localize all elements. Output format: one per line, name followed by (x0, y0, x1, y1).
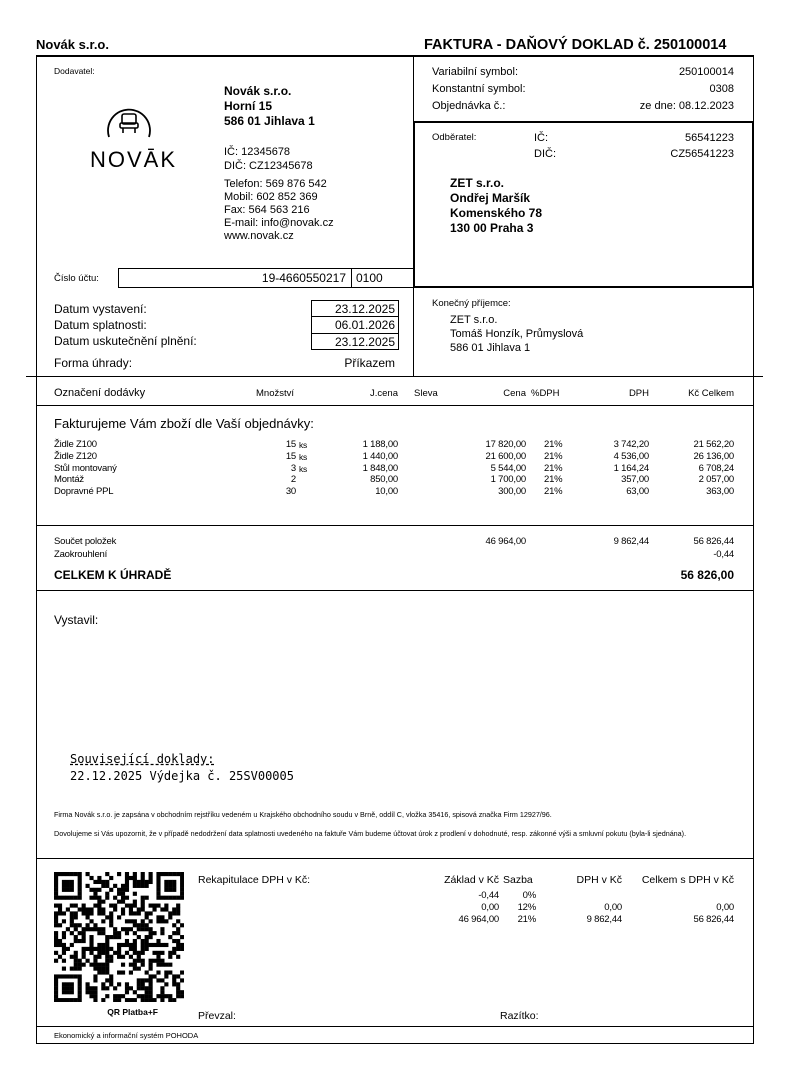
final-recipient-line1: ZET s.r.o. (450, 314, 498, 326)
vat-row-base: 46 964,00 (458, 914, 499, 925)
section-rule (26, 376, 763, 377)
item-vat: 3 742,20 (613, 439, 649, 450)
account-number: 19-4660550217 (261, 271, 346, 285)
footer-rule (36, 1026, 754, 1027)
company-title: Novák s.r.o. (36, 37, 109, 52)
customer-ico-label: IČ: (534, 132, 549, 144)
vat-recap-vat-header: DPH v Kč (576, 874, 622, 886)
sum-vat: 9 862,44 (613, 536, 649, 547)
supplier-web: www.novak.cz (224, 230, 294, 242)
item-unit-price: 1 188,00 (362, 439, 398, 450)
due-date-label: Datum splatnosti: (54, 318, 147, 332)
qr-code (54, 872, 184, 1002)
qr-label: QR Platba+F (107, 1007, 158, 1017)
footer-text: Ekonomický a informační systém POHODA (54, 1031, 199, 1040)
col-discount-header: Sleva (414, 388, 438, 399)
item-vat-pct: 21% (544, 450, 563, 462)
final-recipient-line3: 586 01 Jihlava 1 (450, 342, 531, 354)
item-total: 26 136,00 (693, 450, 734, 462)
item-vat: 63,00 (626, 486, 649, 498)
summary-rule (36, 590, 754, 591)
final-recipient-label: Konečný příjemce: (432, 298, 511, 309)
col-total-header: Kč Celkem (688, 388, 734, 399)
item-price: 21 600,00 (485, 450, 526, 462)
vat-row-total: 56 826,44 (693, 914, 734, 925)
order-date: ze dne: 08.12.2023 (639, 100, 734, 112)
due-date-value: 06.01.2026 (334, 318, 395, 332)
item-name: Montáž (54, 474, 84, 486)
supplier-fax: Fax: 564 563 216 (224, 204, 310, 216)
order-label: Objednávka č.: (432, 100, 506, 112)
related-docs-title: Související doklady: (70, 752, 215, 766)
sum-total: 56 826,44 (693, 536, 734, 547)
intro-text: Fakturujeme Vám zboží dle Vaší objednávky: (54, 416, 314, 431)
vat-recap-title: Rekapitulace DPH v Kč: (198, 874, 311, 886)
issue-date-label: Datum vystavení: (54, 302, 147, 316)
item-vat: 357,00 (621, 474, 649, 486)
sum-label: Součet položek (54, 536, 117, 547)
supplier-street: Horní 15 (224, 99, 273, 113)
vat-recap-total-header: Celkem s DPH v Kč (641, 874, 734, 886)
vat-row-rate: 21% (517, 914, 536, 925)
vat-recap-rate-header: Sazba (503, 874, 533, 886)
var-symbol-value: 250100014 (678, 66, 734, 78)
supplier-ico: IČ: 12345678 (224, 146, 291, 158)
col-vat-header: DPH (628, 388, 649, 399)
item-qty: 2 (290, 474, 296, 486)
issued-by-label: Vystavil: (54, 613, 99, 627)
item-unit: ks (299, 451, 308, 462)
vat-row-vat: 0,00 (604, 902, 622, 913)
item-name: Židle Z100 (54, 439, 97, 450)
stamp-label: Razítko: (500, 1010, 539, 1022)
item-total: 363,00 (706, 486, 734, 498)
item-vat-pct: 21% (544, 462, 563, 474)
item-unit: ks (299, 463, 308, 474)
header-rule (36, 55, 753, 57)
var-symbol-label: Variabilní symbol: (432, 66, 518, 78)
vat-row-vat: 9 862,44 (586, 914, 622, 925)
vat-row-total: 0,00 (716, 902, 734, 913)
dates-row-line-2 (311, 333, 399, 334)
bank-code: 0100 (356, 271, 383, 285)
taxable-date-label: Datum uskutečnění plnění: (54, 334, 197, 348)
item-price: 5 544,00 (490, 462, 526, 474)
document-title: FAKTURA - DAŇOVÝ DOKLAD č. 250100014 (424, 37, 727, 53)
item-unit-price: 10,00 (375, 486, 398, 498)
vat-row-base: 0,00 (481, 902, 499, 913)
customer-street: Komenského 78 (450, 206, 543, 220)
item-qty: 3 (290, 462, 296, 474)
logo-wordmark: NOVĀK (90, 147, 178, 172)
frame-bottom (36, 1043, 754, 1044)
item-qty: 15 (285, 450, 296, 462)
const-symbol-label: Konstantní symbol: (432, 83, 526, 95)
item-vat-pct: 21% (544, 439, 563, 450)
registry-note: Firma Novák s.r.o. je zapsána v obchodním rejstříku vedeném u Krajského obchodního soudu v Brně, oddíl C, vložka 35416, spisová značka Firm 12927/96. (54, 810, 552, 819)
customer-dic-value: CZ56541223 (670, 148, 734, 160)
customer-person: Ondřej Maršík (450, 191, 531, 205)
supplier-city: 586 01 Jihlava 1 (224, 114, 315, 128)
grand-total-value: 56 826,00 (680, 568, 734, 582)
col-name-header: Označení dodávky (54, 387, 146, 399)
item-vat-pct: 21% (544, 474, 563, 486)
chair-logo-icon (104, 103, 154, 147)
col-unit-price-header: J.cena (370, 388, 398, 399)
item-name: Židle Z120 (54, 450, 97, 462)
rounding-value: -0,44 (713, 549, 734, 560)
received-label: Převzal: (198, 1010, 236, 1022)
payment-label: Forma úhrady: (54, 356, 133, 370)
frame-left (36, 55, 37, 1044)
table-header-rule (36, 405, 754, 406)
item-total: 21 562,20 (693, 439, 734, 450)
item-price: 300,00 (498, 486, 526, 498)
item-unit: ks (299, 440, 308, 450)
rounding-label: Zaokrouhlení (54, 549, 108, 560)
payment-value: Příkazem (344, 356, 395, 370)
supplier-label: Dodavatel: (54, 66, 95, 76)
vat-recap-base-header: Základ v Kč (444, 874, 499, 886)
account-label: Číslo účtu: (54, 273, 99, 284)
item-name: Dopravné PPL (54, 486, 114, 498)
sum-price: 46 964,00 (485, 536, 526, 547)
item-price: 17 820,00 (485, 439, 526, 450)
customer-label: Odběratel: (432, 132, 477, 143)
supplier-phone: Telefon: 569 876 542 (224, 178, 327, 190)
legal-rule (36, 858, 754, 859)
dates-row-line-1 (311, 316, 399, 317)
item-vat: 4 536,00 (613, 450, 649, 462)
item-unit-price: 1 440,00 (362, 450, 398, 462)
related-docs-line: 22.12.2025 Výdejka č. 25SV00005 (70, 769, 294, 783)
col-vat-pct-header: %DPH (531, 388, 560, 399)
item-vat: 1 164,24 (613, 462, 649, 474)
supplier-name: Novák s.r.o. (224, 84, 292, 98)
issue-date-value: 23.12.2025 (334, 302, 395, 316)
item-price: 1 700,00 (490, 474, 526, 486)
vat-row-rate: 12% (517, 902, 536, 913)
item-total: 6 708,24 (698, 462, 734, 474)
item-qty: 30 (285, 486, 296, 498)
item-unit-price: 850,00 (370, 474, 398, 486)
item-name: Stůl montovaný (54, 462, 117, 474)
item-total: 2 057,00 (698, 474, 734, 486)
col-price-header: Cena (503, 388, 526, 399)
supplier-mobile: Mobil: 602 852 369 (224, 191, 318, 203)
supplier-email: E-mail: info@novak.cz (224, 217, 334, 229)
item-qty: 15 (285, 439, 296, 450)
taxable-date-value: 23.12.2025 (334, 335, 395, 349)
items-end-rule (36, 525, 754, 526)
dates-divider (413, 288, 414, 376)
customer-name: ZET s.r.o. (450, 176, 505, 190)
customer-city: 130 00 Praha 3 (450, 221, 534, 235)
customer-dic-label: DIČ: (534, 148, 556, 160)
supplier-dic: DIČ: CZ12345678 (224, 160, 313, 172)
col-qty-header: Množství (256, 388, 295, 399)
grand-total-label: CELKEM K ÚHRADĚ (54, 568, 172, 582)
const-symbol-value: 0308 (709, 83, 734, 95)
customer-ico-value: 56541223 (685, 132, 734, 144)
final-recipient-line2: Tomáš Honzík, Průmyslová (450, 328, 584, 340)
late-payment-notice: Dovolujeme si Vás upozornit, že v případě nedodržení data splatnosti uvedeného na faktuře Vám budeme účtovat úrok z prodlení v dohodnuté, resp. zákonné výši a smluvní pokutu (byla-li sjednána). (54, 829, 687, 838)
item-unit-price: 1 848,00 (362, 462, 398, 474)
vat-row-rate: 0% (522, 890, 536, 901)
account-divider (351, 268, 352, 288)
vat-row-base: -0,44 (478, 890, 499, 901)
item-vat-pct: 21% (544, 486, 563, 498)
